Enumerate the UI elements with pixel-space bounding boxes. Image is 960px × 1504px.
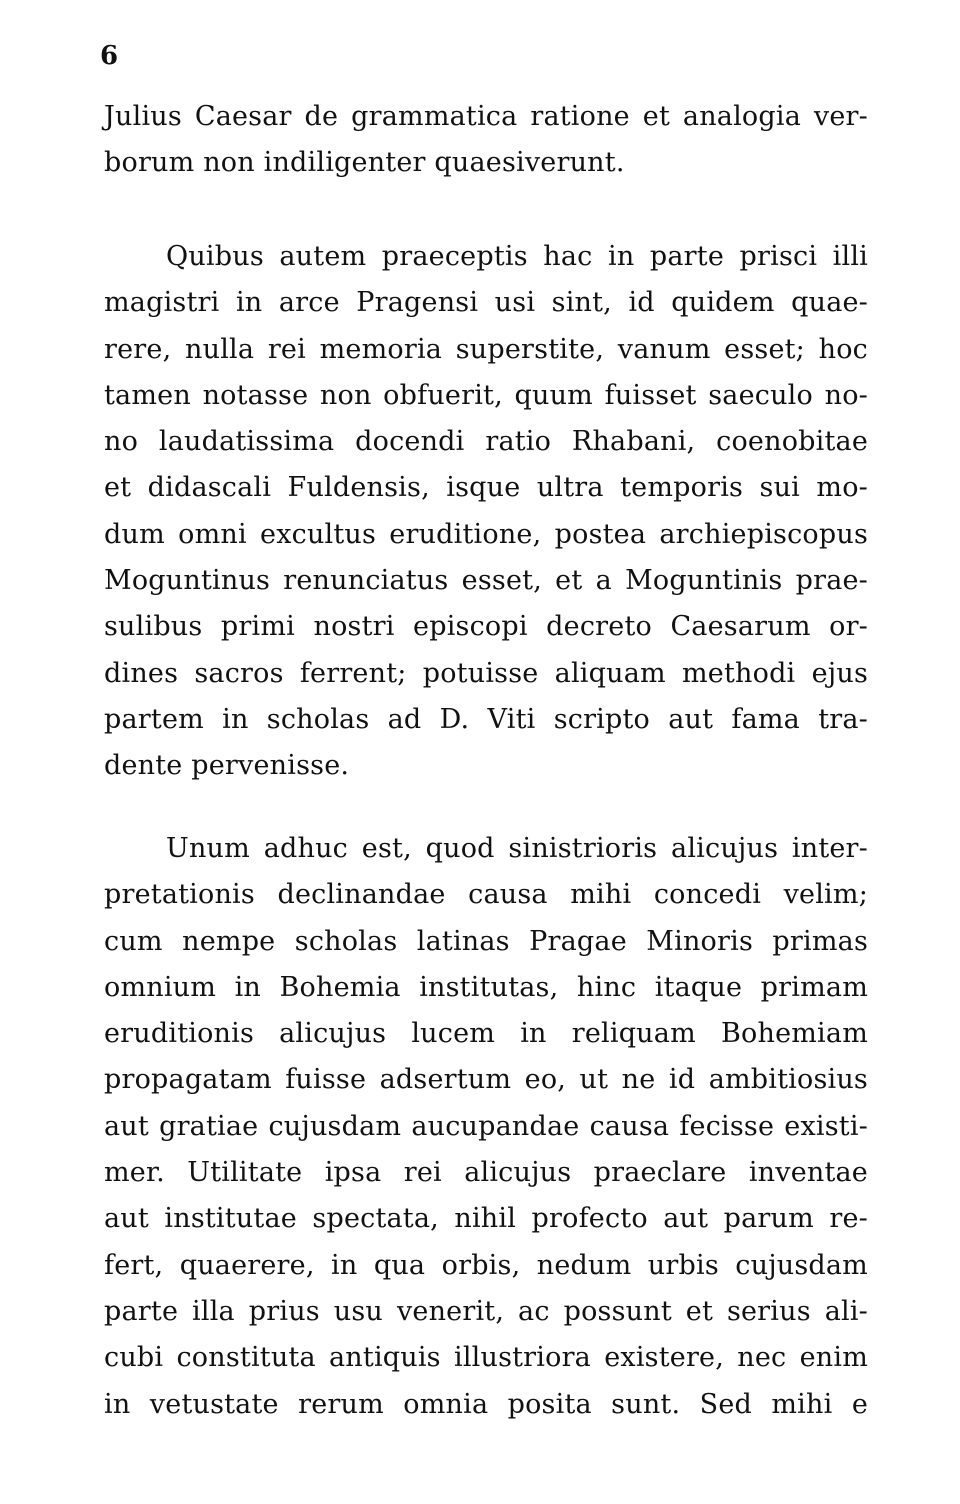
text-line: dum omni excultus eruditione, postea archiepiscopus [104,518,868,550]
text-line: eruditionis alicujus lucem in reliquam Bohemiam [104,1018,868,1050]
text-line: fert, quaerere, in qua orbis, nedum urbis cujusdam [104,1249,868,1281]
text-line: borum non indiligenter quaesiverunt. [104,147,625,179]
text-line: partem in scholas ad D. Viti scripto aut fama tra- [104,703,868,735]
text-line: tamen notasse non obfuerit, quum fuisset saeculo no- [104,379,868,411]
text-line: propagatam fuisse adsertum eo, ut ne id ambitiosius [104,1064,868,1096]
text-line: dines sacros ferrent; potuisse aliquam methodi ejus [104,657,868,689]
text-line: mer. Utilitate ipsa rei alicujus praeclare inventae [104,1157,868,1189]
paragraph-1 [104,94,868,187]
text-line: sulibus primi nostri episcopi decreto Caesarum or- [104,611,868,643]
text-line: Quibus autem praeceptis hac in parte prisci illi [166,241,868,272]
text-line: aut institutae spectata, nihil profecto aut parum re- [104,1203,868,1235]
text-line: Julius Caesar de grammatica ratione et analogia ver- [104,101,868,132]
text-line: magistri in arce Pragensi usi sint, id quidem quae- [104,287,868,319]
page-number: 6 [100,41,119,71]
text-line: aut gratiae cujusdam aucupandae causa fecisse existi- [104,1110,868,1142]
text-line: cum nempe scholas latinas Pragae Minoris primas [104,925,868,957]
text-line: in vetustate rerum omnia posita sunt. Sed mihi e [104,1388,868,1420]
text-line: cubi constituta antiquis illustriora existere, nec enim [104,1342,868,1374]
text-line: Unum adhuc est, quod sinistrioris alicujus inter- [166,833,868,864]
text-line: rere, nulla rei memoria superstite, vanum esset; hoc [104,333,868,365]
text-line: et didascali Fuldensis, isque ultra temporis sui mo- [104,472,868,504]
paragraph-3 [104,826,868,1428]
text-line: dente pervenisse. [104,750,350,782]
text-line: no laudatissima docendi ratio Rhabani, coenobitae [104,426,868,458]
paragraph-2 [104,234,868,790]
text-line: parte illa prius usu venerit, ac possunt et serius ali- [104,1295,868,1327]
text-line: Moguntinus renunciatus esset, et a Moguntinis prae- [104,565,868,597]
text-line: pretationis declinandae causa mihi concedi velim; [104,879,868,911]
text-line: omnium in Bohemia institutas, hinc itaque primam [104,971,868,1003]
